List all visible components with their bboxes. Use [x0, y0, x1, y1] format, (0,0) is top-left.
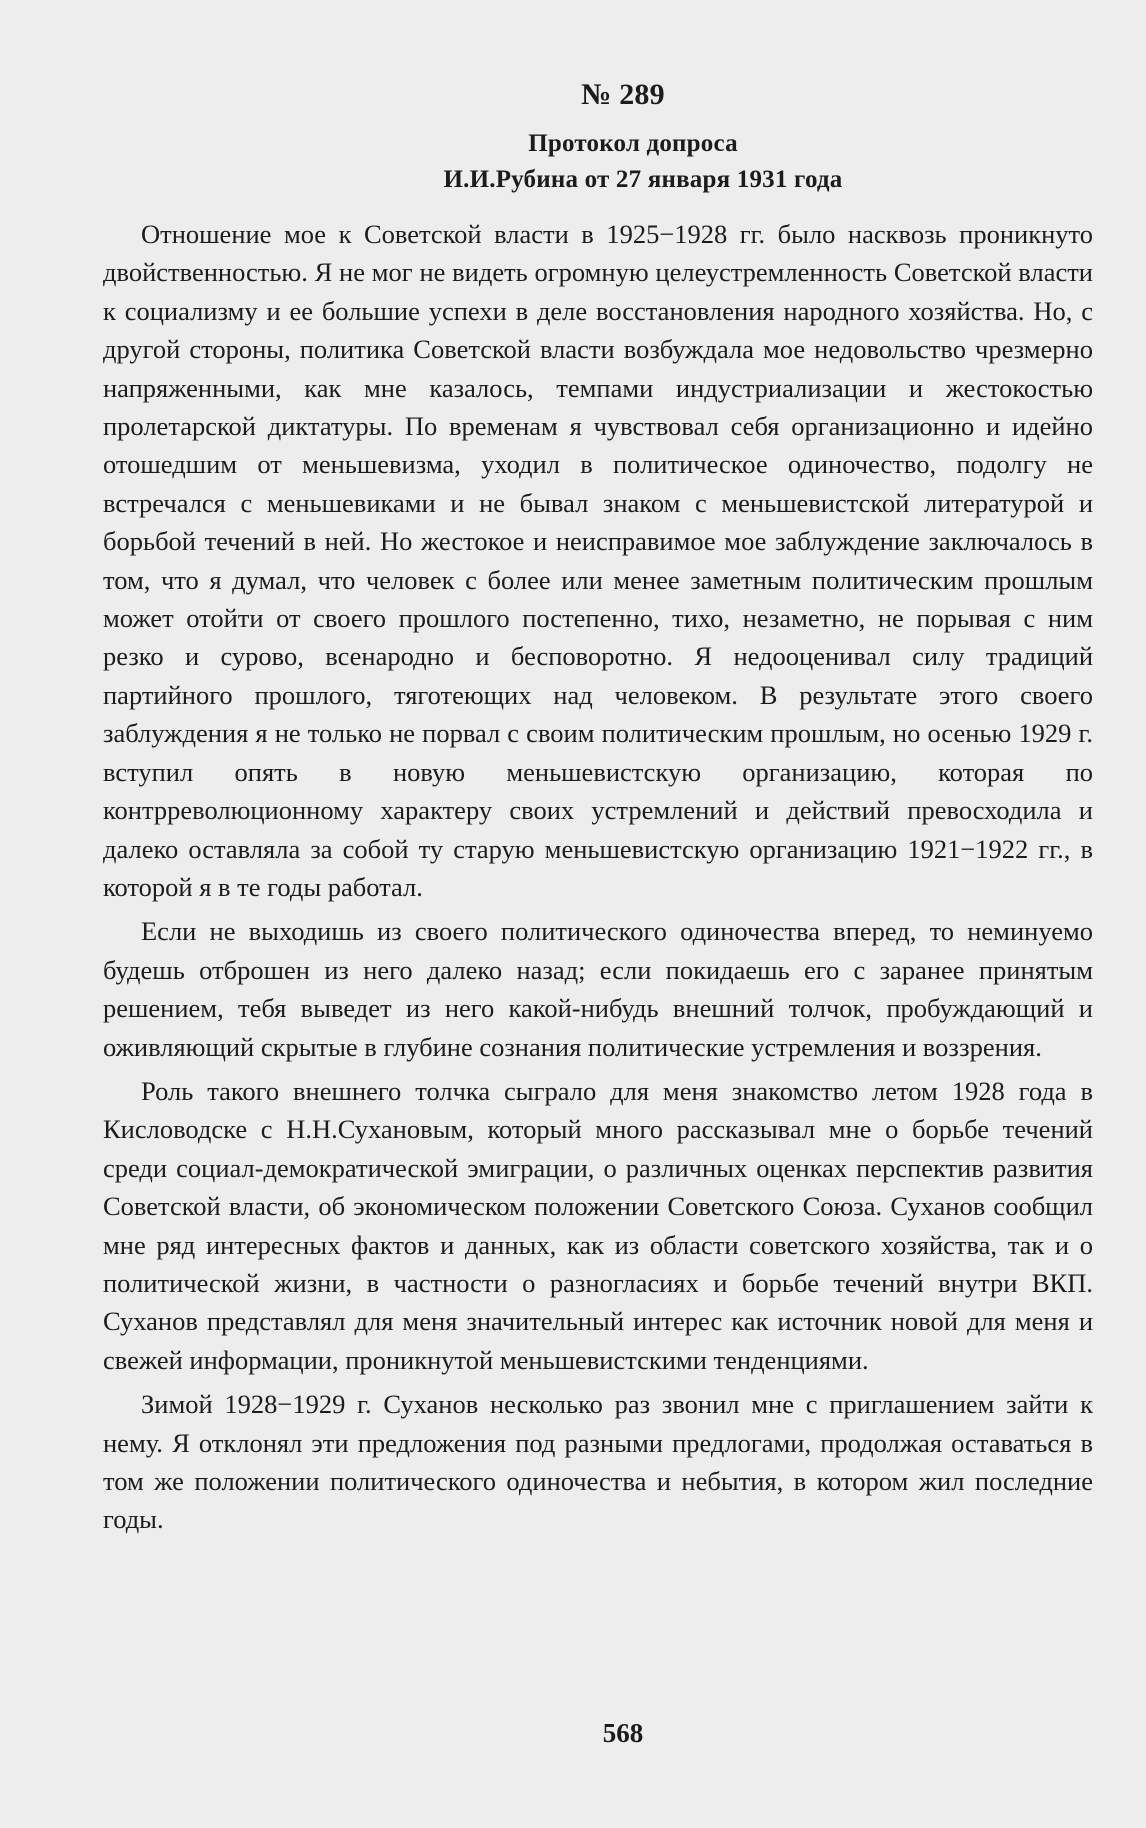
document-title: Протокол допроса [528, 130, 738, 157]
paragraph: Роль такого внешнего толчка сыграло для меня знакомство летом 1928 года в Кисловодске с Н.Н.Сухановым, который много рассказывал мне о борьбе течений среди социал-демократической эмиграции, о различных оценках перспектив развития Советской власти, об экономическом положении Советского Союза. Суханов сообщил мне ряд интересных фактов и данных, как из области советского хозяйства, так и о политической жизни, в частности о разногласиях и борьбе течений внутри ВКП. Суханов представлял для меня значительный интерес как источник новой для меня и свежей информации, проникнутой меньшевистскими тенденциями. [103, 1075, 1093, 1375]
paragraph: Зимой 1928−1929 г. Суханов несколько раз звонил мне с приглашением зайти к нему. Я отклонял эти предложения под разными предлогами, продолжая оставаться в том же положении политического одиночества и небытия, в котором жил последние годы. [103, 1389, 1093, 1535]
paragraph: Отношение мое к Советской власти в 1925−1928 гг. было насквозь проникнуто двойственностью. Я не мог не видеть огромную целеустремленность Советской власти к социализму и ее большие успехи в деле восстановления народного хозяйства. Но, с другой стороны, политика Советской власти возбуждала мое недовольство чрезмерно напряженными, как мне казалось, темпами индустриализации и жестокостью пролетарской диктатуры. По временам я чувствовал себя организационно и идейно отошедшим от меньшевизма, уходил в политическое одиночество, подолгу не встречался с меньшевиками и не бывал знаком с меньшевистской литературой и борьбой течений в ней. Но жестокое и неисправимое мое заблуждение заключалось в том, что я думал, что человек с более или менее заметным политическим прошлым может отойти от своего прошлого постепенно, тихо, незаметно, не порывая с ним резко и сурово, всенародно и бесповоротно. Я недооценивал силу традиций партийного прошлого, тяготеющих над человеком. В результате этого своего заблуждения я не только не порвал с своим политическим прошлым, но осенью 1929 г. вступил опять в новую меньшевистскую организацию, которая по контрреволюционному характеру своих устремлений и действий превосходила и далеко оставляла за собой ту старую меньшевистскую организацию 1921−1922 гг., в которой я в те годы работал. [103, 219, 1093, 902]
page-number: 568 [602, 1718, 644, 1748]
paragraph: Если не выходишь из своего политического одиночества вперед, то неминуемо будешь отброшен из него далеко назад; если покидаешь его с заранее принятым решением, тебя выведет из него какой-нибудь внешний толчок, пробуждающий и оживляющий скрытые в глубине сознания политические устремления и воззрения. [103, 916, 1093, 1062]
body-text [103, 215, 1093, 1539]
document-number: № 289 [581, 78, 665, 111]
document-subtitle: И.И.Рубина от 27 января 1931 года [443, 166, 843, 193]
